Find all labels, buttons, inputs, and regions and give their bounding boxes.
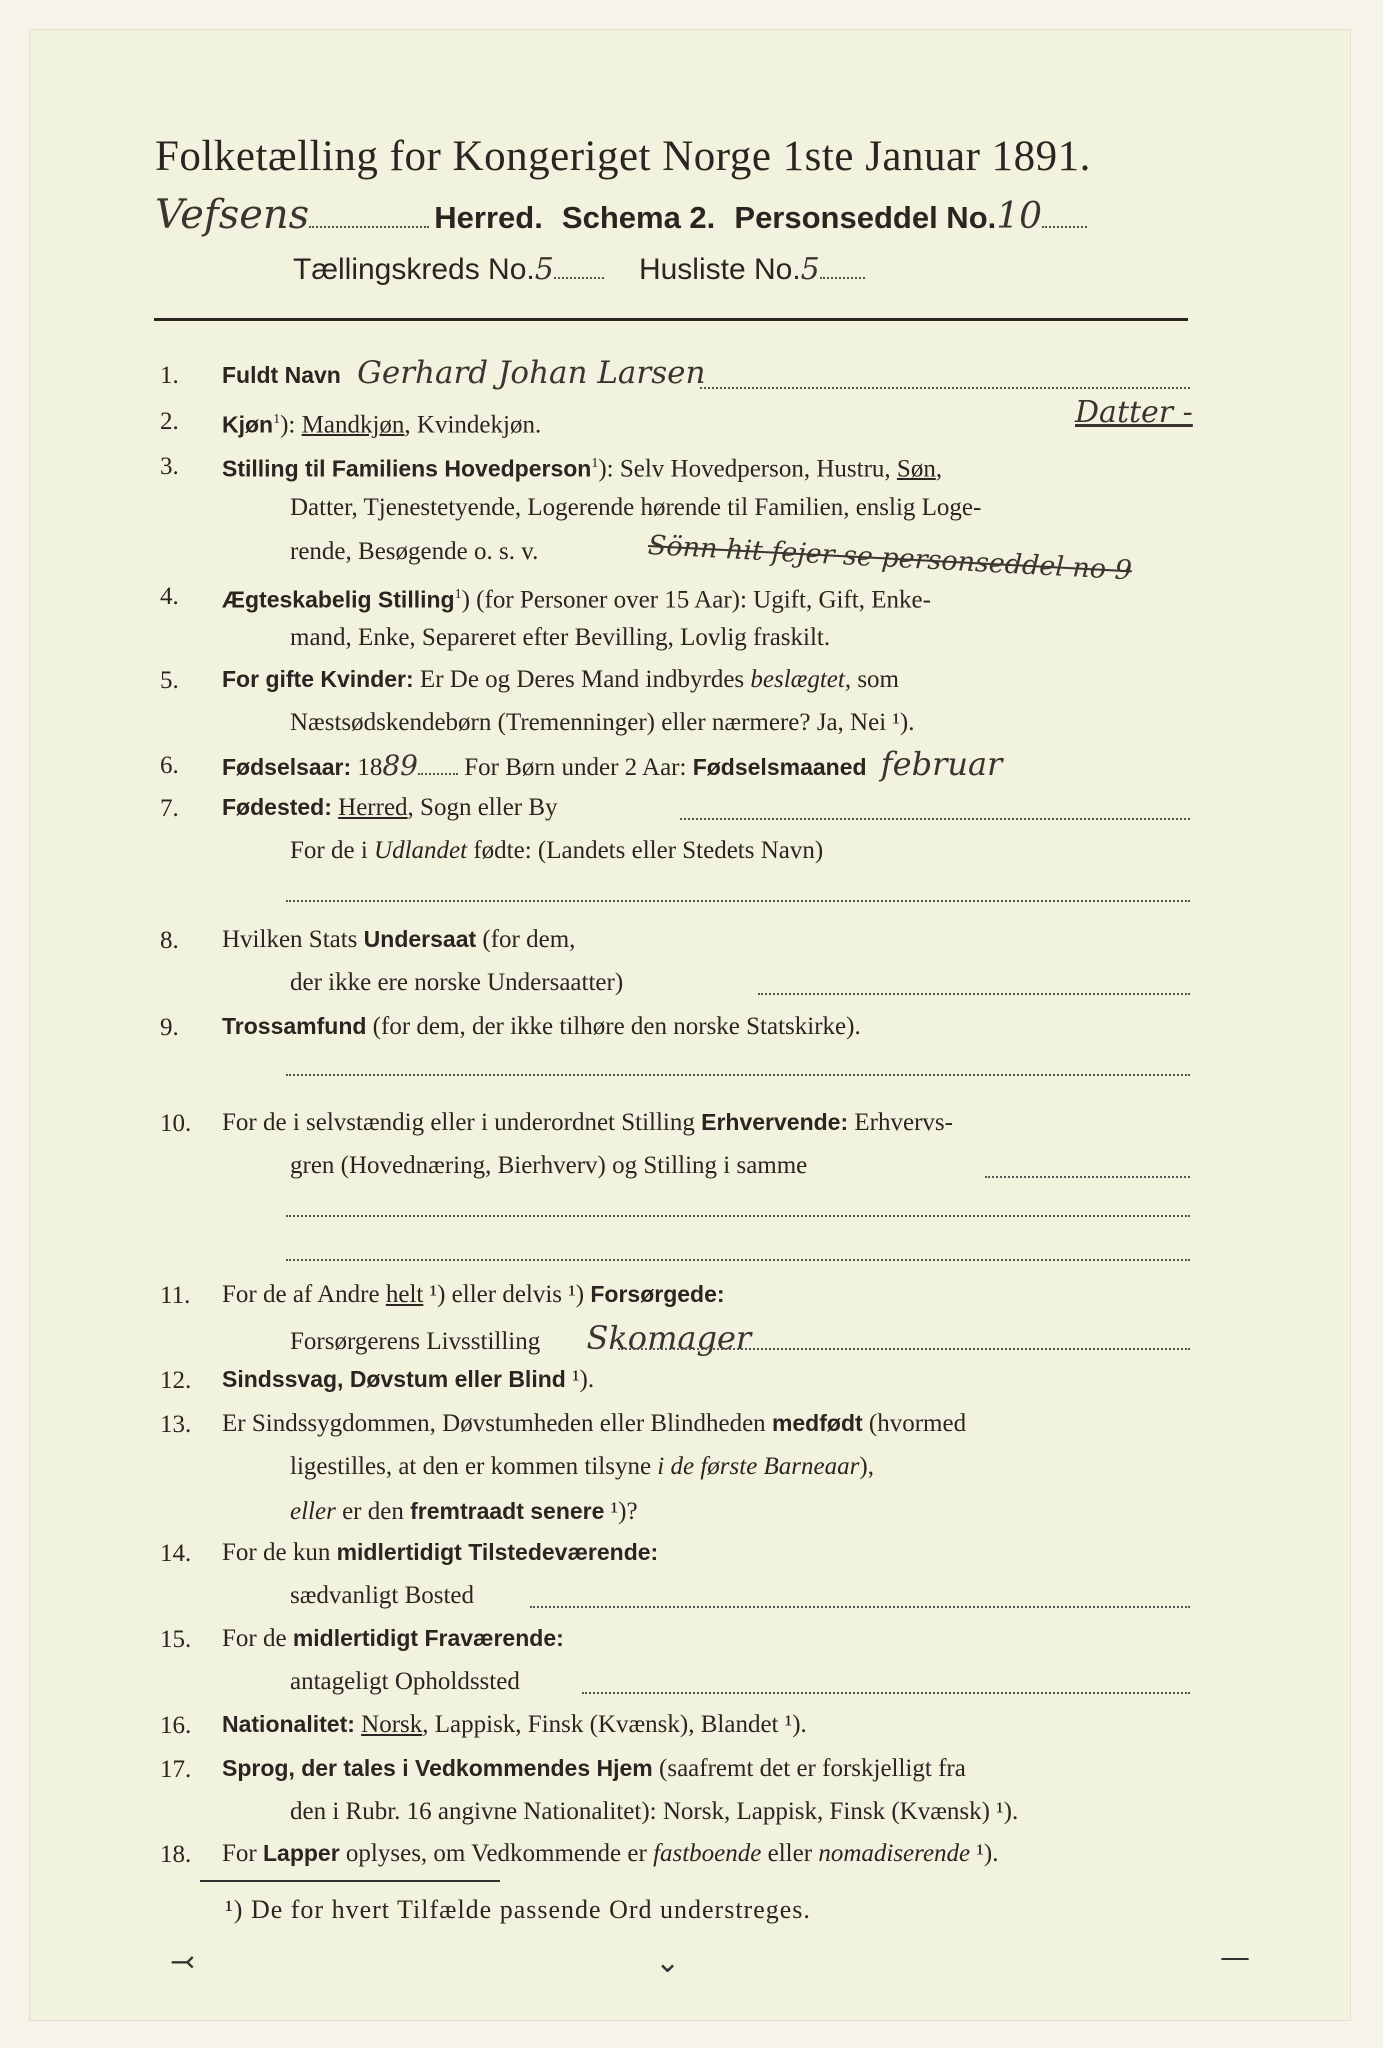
item-number: 1.: [160, 362, 179, 389]
q3-line-2: Datter, Tjenestetyende, Logerende hørende til Familien, enslig Loge-: [290, 494, 982, 521]
q15-row: For de midlertidigt Fraværende:: [222, 1625, 564, 1652]
item-number: 2.: [160, 408, 179, 435]
q16-label: Nationalitet:: [222, 1711, 355, 1737]
q14-row: For de kun midlertidigt Tilstedeværende:: [222, 1539, 659, 1566]
q4-label: Ægteskabelig Stilling: [222, 586, 455, 613]
q14-line-2: sædvanligt Bosted: [290, 1582, 475, 1609]
item-number: 7.: [160, 795, 179, 822]
q6-row: Fødselsaar: 1889 For Børn under 2 Aar: Fødselsmaaned februar: [222, 745, 1003, 783]
q11-label: Forsørgede:: [590, 1281, 725, 1307]
q3-option-son: Søn: [896, 455, 936, 483]
q6-label-2: Fødselsmaaned: [692, 754, 867, 780]
q13-label-3: fremtraadt senere: [410, 1498, 605, 1524]
q17-label: Sprog, der tales i Vedkommendes Hjem: [222, 1755, 653, 1781]
item-number: 13.: [160, 1411, 192, 1438]
q11-answer: Skomager: [586, 1319, 752, 1357]
husliste-label: Husliste No.: [638, 253, 801, 286]
q7-row: Fødested: Herred, Sogn eller By: [222, 794, 558, 821]
q1-label: Fuldt Navn: [222, 362, 341, 388]
pen-mark-left: ⤙: [170, 1945, 196, 1980]
item-number: 15.: [160, 1626, 192, 1653]
pen-mark-right: —: [1220, 1940, 1250, 1975]
q12-label: Sindssvag, Døvstum eller Blind: [222, 1366, 566, 1392]
item-number: 5.: [160, 667, 179, 694]
q3-line-3: rende, Besøgende o. s. v.: [290, 538, 539, 565]
q3-row: Stilling til Familiens Hovedperson$^1$): Selv Hovedperson, Hustru, Søn,: [222, 455, 943, 483]
q13-line-2: ligestilles, at den er kommen tilsyne i de første Barneaar),: [290, 1453, 874, 1480]
item-number: 11.: [160, 1282, 191, 1309]
q12-row: Sindssvag, Døvstum eller Blind ¹).: [222, 1366, 595, 1393]
footnote: ¹) De for hvert Tilfælde passende Ord understreges.: [225, 1895, 811, 1924]
q5-label: For gifte Kvinder:: [222, 666, 414, 692]
item-number: 8.: [160, 927, 179, 954]
q4-row: Ægteskabelig Stilling$^1$) (for Personer over 15 Aar): Ugift, Gift, Enke-: [222, 586, 931, 614]
q8-label: Undersaat: [363, 926, 477, 952]
item-number: 10.: [160, 1110, 192, 1137]
q2-row: Kjøn$^1$): Mandkjøn, Kvindekjøn.: [222, 411, 542, 439]
q13-label: medfødt: [771, 1410, 863, 1436]
q10-label: Erhvervende:: [701, 1109, 849, 1135]
header-divider: [154, 318, 1188, 321]
q18-label: Lapper: [262, 1840, 340, 1866]
item-number: 16.: [160, 1712, 192, 1739]
q3-label: Stilling til Familiens Hovedperson: [222, 455, 592, 482]
q8-row: Hvilken Stats Undersaat (for dem,: [222, 926, 576, 953]
q8-line-2: der ikke ere norske Undersaatter): [290, 969, 624, 996]
husliste-no: 5: [800, 252, 820, 287]
footnote-rule: [200, 1880, 500, 1882]
q16-row: Nationalitet: Norsk, Lappisk, Finsk (Kvænsk), Blandet ¹).: [222, 1711, 807, 1738]
herred-name: Vefsens: [155, 192, 310, 238]
q10-row: For de i selvstændig eller i underordnet Stilling Erhvervende: Erhvervs-: [222, 1109, 953, 1136]
q11-option-helt: helt: [385, 1281, 424, 1308]
q13-line-3: eller er den fremtraadt senere ¹)?: [290, 1498, 638, 1525]
q11-row: For de af Andre helt ¹) eller delvis ¹) Forsørgede:: [222, 1281, 725, 1308]
q17-line-2: den i Rubr. 16 angivne Nationalitet): Norsk, Lappisk, Finsk (Kvænsk) ¹).: [290, 1798, 1019, 1825]
item-number: 14.: [160, 1540, 192, 1567]
header-line-1: [155, 192, 1087, 238]
q18-row: For Lapper oplyses, om Vedkommende er fastboende eller nomadiserende ¹).: [222, 1840, 999, 1867]
q2-note: Datter -: [1075, 395, 1193, 430]
q17-row: Sprog, der tales i Vedkommendes Hjem (saafremt det er forskjelligt fra: [222, 1755, 966, 1782]
kreds-label: Tællingskreds No.: [293, 253, 535, 286]
q7-option-herred: Herred: [338, 794, 408, 821]
q6-answer: februar: [880, 745, 1003, 783]
item-number: 9.: [160, 1014, 179, 1041]
item-number: 3.: [160, 453, 179, 480]
q16-option-norsk: Norsk: [361, 1711, 423, 1738]
personseddel-no: 10: [996, 196, 1043, 237]
schema-label: Schema 2.: [561, 200, 716, 235]
q9-label: Trossamfund: [222, 1013, 367, 1039]
kreds-no: 5: [534, 252, 554, 287]
q15-label: midlertidigt Fraværende:: [292, 1625, 564, 1651]
q6-label: Fødselsaar:: [222, 754, 352, 780]
header-line-2: [293, 252, 865, 287]
q10-line-2: gren (Hovednæring, Bierhverv) og Stilling i samme: [290, 1152, 808, 1179]
q13-row: Er Sindssygdommen, Døvstumheden eller Blindheden medfødt (hvormed: [222, 1410, 967, 1437]
item-number: 6.: [160, 752, 179, 779]
item-number: 4.: [160, 583, 179, 610]
q5-line-2: Næstsødskendebørn (Tremenninger) eller nærmere? Ja, Nei ¹).: [290, 709, 915, 736]
q2-option-mandkjon: Mandkjøn: [301, 411, 405, 439]
q5-row: For gifte Kvinder: Er De og Deres Mand indbyrdes beslægtet, som: [222, 666, 900, 693]
q6-year: 89: [382, 749, 418, 782]
item-number: 17.: [160, 1756, 192, 1783]
q14-label: midlertidigt Tilstedeværende:: [336, 1539, 659, 1565]
q15-line-2: antageligt Opholdssted: [290, 1668, 520, 1695]
q9-row: Trossamfund (for dem, der ikke tilhøre den norske Statskirke).: [222, 1013, 861, 1040]
q7-label: Fødested:: [222, 794, 332, 820]
pen-mark-center: ⌄: [655, 1945, 681, 1980]
herred-label: Herred.: [434, 200, 543, 235]
q1-row: [222, 355, 706, 391]
personseddel-label: Personseddel No.: [734, 200, 997, 235]
q4-line-2: mand, Enke, Separeret efter Bevilling, Lovlig fraskilt.: [290, 624, 831, 651]
q7-line-2: For de i Udlandet fødte: (Landets eller Stedets Navn): [290, 837, 824, 864]
q1-answer: Gerhard Johan Larsen: [357, 355, 706, 391]
q3-answer: Sönn hit fejer se personseddel no 9: [647, 530, 1133, 587]
form-title: Folketælling for Kongeriget Norge 1ste Januar 1891.: [155, 133, 1091, 180]
item-number: 12.: [160, 1367, 192, 1394]
q2-label: Kjøn: [222, 411, 274, 438]
item-number: 18.: [160, 1841, 192, 1868]
q11-line-2: Forsørgerens Livsstilling Skomager: [290, 1319, 752, 1357]
